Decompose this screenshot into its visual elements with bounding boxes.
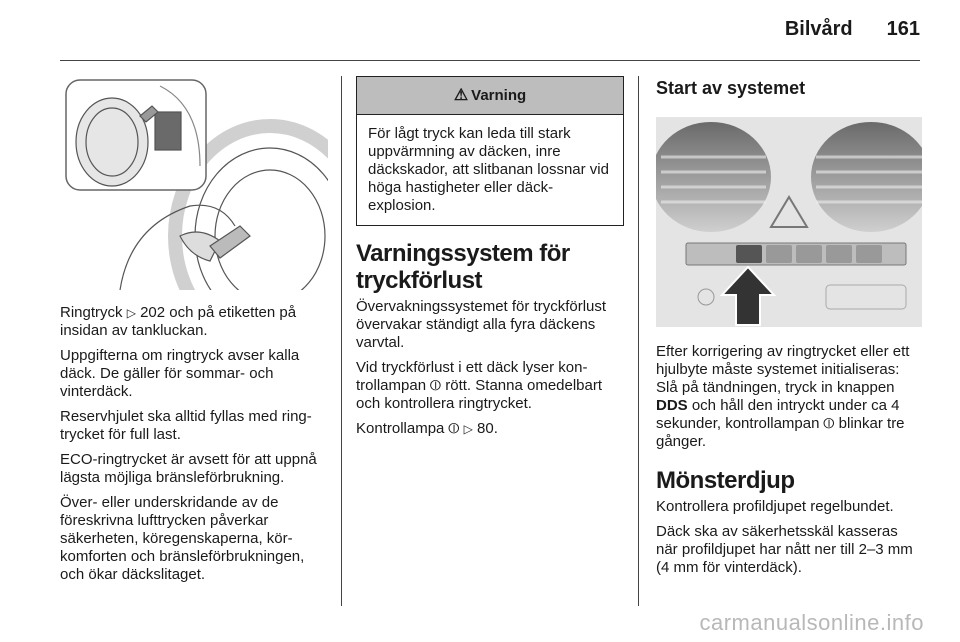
watermark: carmanualsonline.info [699, 610, 924, 635]
header-rule [60, 60, 920, 61]
tire-pressure-lamp-icon: ⦶ [430, 377, 442, 394]
paragraph-pressure-deviation: Över- eller underskridande av de föreskrivna lufttrycken påverkar säkerheten, köregenskaperna, körkomforten och bränsleförbrukningen, och ökar däckslitaget. [60, 494, 305, 583]
section-heading-pressure-loss: Varningssystem för tryckförlust [356, 240, 570, 294]
warning-header: ⚠ Varning [357, 77, 623, 115]
dds-button-label: DDS [656, 397, 688, 414]
paragraph-tire-pressure-ref: Ringtryck ▷ 202 och på etiketten på insidan av tankluckan. [60, 304, 297, 339]
ref-arrow-icon: ▷ [126, 306, 136, 320]
paragraph-spare-wheel: Reservhjulet ska alltid fyllas med ringtrycket för full last. [60, 408, 312, 443]
paragraph-cold-tires: Uppgifterna om ringtryck avser kalla däck. De gäller för sommar- och vinterdäck. [60, 347, 300, 400]
warning-box [356, 76, 624, 226]
paragraph-pressure-loss-lamp: Vid tryckförlust i ett däck lyser kontrollampan ⦶ rött. Stanna omedelbart och kontrollera ringtrycket. [356, 359, 603, 412]
column-divider-2 [638, 76, 639, 606]
tire-pressure-lamp-icon: ⦶ [823, 415, 835, 432]
chapter-title: Bilvård [784, 18, 853, 40]
column-1 [60, 76, 328, 591]
dashboard-dds-button-illustration [656, 117, 922, 327]
column-2 [356, 76, 624, 445]
warning-triangle-icon: ⚠ [453, 87, 469, 104]
paragraph-eco-pressure: ECO-ringtrycket är avsett för att uppnå lägsta möjliga bränsleförbrukning. [60, 451, 317, 486]
ref-arrow-icon: ▷ [463, 422, 473, 436]
tire-inflation-illustration [60, 76, 328, 290]
page-number: 161 [886, 18, 920, 40]
tire-pressure-lamp-icon: ⦶ [448, 420, 460, 437]
column-divider-1 [341, 76, 342, 606]
paragraph-check-tread: Kontrollera profildjupet regelbundet. [656, 498, 894, 515]
paragraph-discard-tires: Däck ska av säkerhetsskäl kasseras när profildjupet har nått ner till 2–3 mm (4 mm för vinterdäck). [656, 523, 913, 576]
section-heading-system-start: Start av systemet [656, 78, 806, 98]
warning-text: För lågt tryck kan leda till stark uppvärmning av däcken, inre däckskador, att slitbanan lossnar vid höga hastigheter eller däckexplosion. [368, 125, 609, 214]
section-heading-tread-depth: Mönsterdjup [656, 467, 795, 494]
paragraph-control-lamp-ref: Kontrollampa ⦶ ▷ 80. [356, 420, 498, 437]
column-3 [656, 76, 922, 584]
paragraph-initialize-system: Efter korrigering av ringtrycket eller ett hjulbyte måste systemet initialiseras: Slå på tändningen, tryck in knappen DDS och håll den intryckt under ca 4 sekunder, kontrollampan ⦶ blinkar tre gånger. [656, 343, 910, 450]
paragraph-monitoring: Övervakningssystemet för tryckförlust övervakar ständigt alla fyra däckens varvtal. [356, 298, 607, 351]
page-header [785, 18, 920, 41]
